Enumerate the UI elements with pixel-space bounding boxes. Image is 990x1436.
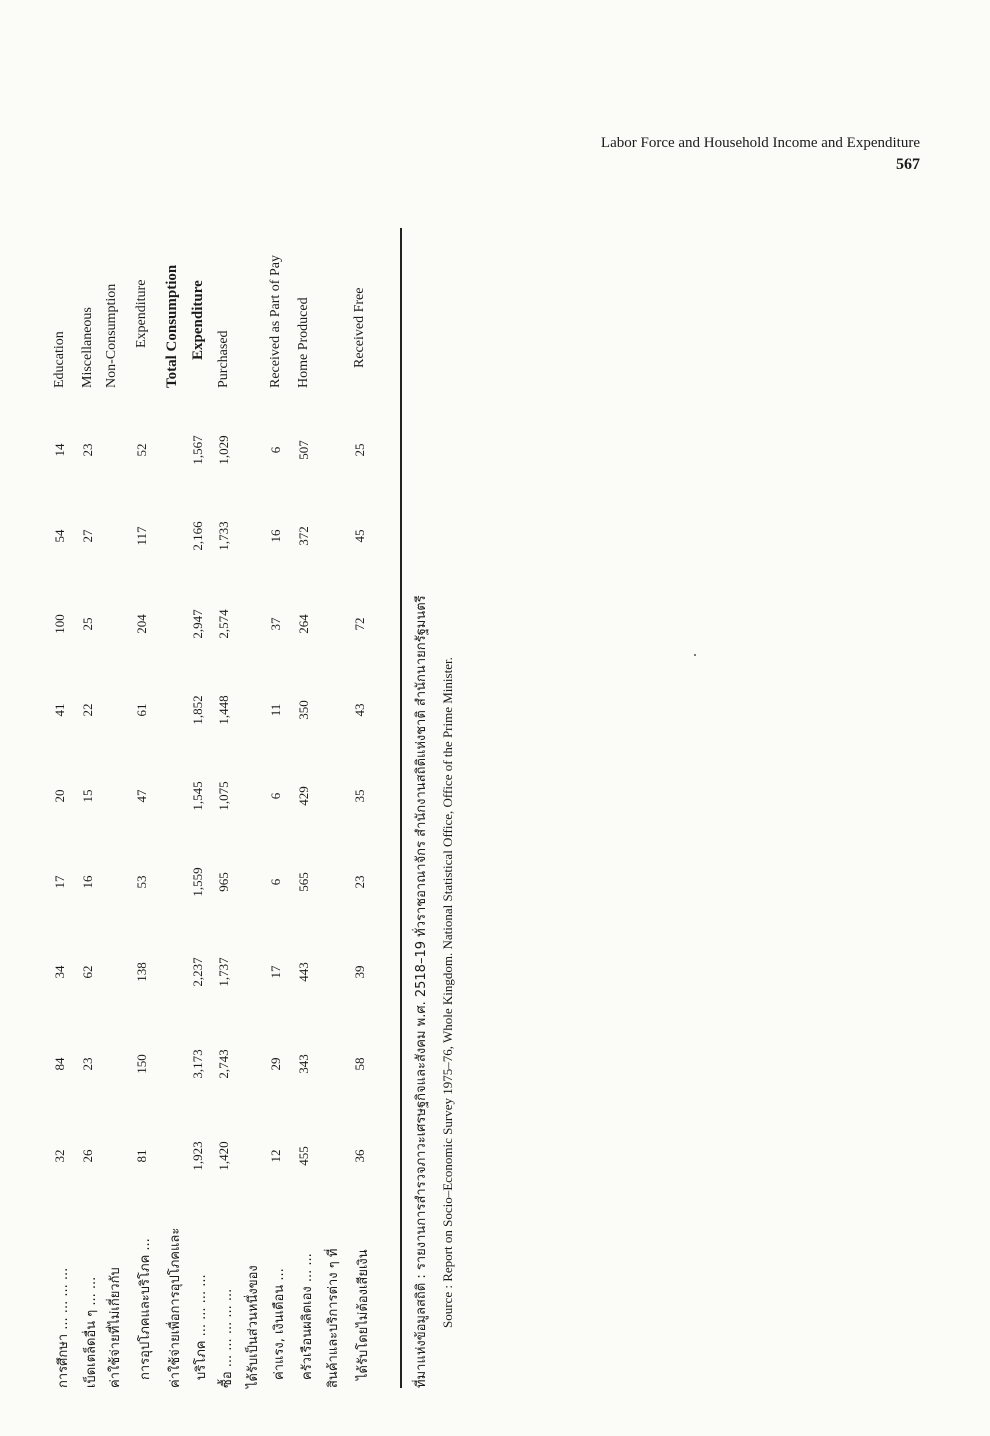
row-label-thai: ค่าใช้จ่ายที่ไม่เกี่ยวกับ [108, 1267, 123, 1388]
page-number: 567 [896, 156, 920, 173]
table-cell: 117 [134, 526, 149, 546]
table-cell: 43 [352, 703, 367, 717]
row-label-thai: การอุปโภคและบริโภค ... [138, 1238, 153, 1380]
table-cell: 372 [296, 526, 311, 546]
table-cell: 35 [352, 789, 367, 803]
rotated-table [40, 168, 480, 1388]
row-label-thai: ได้รับโดยไม่ต้องเสียเงิน [356, 1249, 371, 1380]
table-cell: 455 [296, 1146, 311, 1166]
table-cell: 84 [52, 1057, 67, 1071]
table-cell: 965 [216, 872, 231, 892]
table-cell: 6 [268, 792, 283, 800]
table-cell: 2,237 [190, 957, 205, 987]
table-cell: 1,567 [190, 435, 205, 465]
table-cell: 14 [52, 443, 67, 457]
row-label-thai: บริโภค ... ... ... ... [194, 1274, 209, 1380]
table-cell: 204 [134, 614, 149, 634]
table-cell: 53 [134, 875, 149, 889]
table-cell: 1,559 [190, 867, 205, 897]
table-cell: 343 [296, 1054, 311, 1074]
table-cell: 1,923 [190, 1141, 205, 1171]
row-label-thai: ซื้อ ... ... ... ... ... [220, 1288, 235, 1388]
table-cell: 15 [80, 789, 95, 803]
row-label-english: Non-Consumption [104, 283, 119, 388]
table-cell: 1,075 [216, 781, 231, 811]
table-cell: 52 [134, 443, 149, 457]
table-cell: 29 [268, 1057, 283, 1071]
table-cell: 2,947 [190, 609, 205, 639]
table-cell: 11 [268, 703, 283, 717]
table-cell: 150 [134, 1054, 149, 1074]
row-label-english: Expenditure [190, 280, 206, 360]
table-cell: 2,574 [216, 609, 231, 639]
table-cell: 138 [134, 962, 149, 982]
table-cell: 39 [352, 965, 367, 979]
table-cell: 443 [296, 962, 311, 982]
row-label-english: Total Consumption [164, 264, 180, 388]
table-cell: 1,545 [190, 781, 205, 811]
table-bottom-rule [400, 228, 402, 1388]
table-cell: 3,173 [190, 1049, 205, 1079]
table-cell: 72 [352, 617, 367, 631]
row-label-thai: การศึกษา ... ... ... ... [56, 1267, 71, 1388]
table-cell: 25 [80, 617, 95, 631]
table-cell: 264 [296, 614, 311, 634]
table-cell: 6 [268, 878, 283, 886]
source-english: Source : Report on Socio–Economic Survey 1975–76, Whole Kingdom. National Statistical Office, Office of the Prime Minister. [440, 657, 455, 1328]
table-cell: 34 [52, 965, 67, 979]
table-cell: 32 [52, 1149, 67, 1163]
source-thai: ที่มาแห่งข้อมูลสถิติ : รายงานการสำรวจภาวะเศรษฐกิจและสังคม พ.ศ. 2518–19 ทั่วราชอาณาจักร สำนักงานสถิติแห่งชาติ สำนักนายกรัฐมนตรี [414, 595, 429, 1388]
row-label-english: Received Free [352, 287, 367, 368]
table-cell: 23 [80, 1057, 95, 1071]
table-cell: 1,852 [190, 695, 205, 725]
row-label-thai: ครัวเรือนผลิตเอง ... ... [300, 1253, 315, 1380]
table-cell: 61 [134, 703, 149, 717]
row-label-thai: เบ็ดเตล็ดอื่น ๆ ... ... [84, 1276, 99, 1388]
row-label-english: Home Produced [296, 297, 311, 388]
row-label-thai: สินค้าและบริการต่าง ๆ ที่ [326, 1248, 341, 1388]
table-cell: 37 [268, 617, 283, 631]
table-cell: 507 [296, 440, 311, 460]
table-cell: 12 [268, 1149, 283, 1163]
table-cell: 1,448 [216, 695, 231, 725]
row-label-english: Expenditure [134, 279, 149, 348]
row-label-english: Education [52, 331, 67, 388]
row-label-thai: ค่าใช้จ่ายเพื่อการอุปโภคและ [168, 1227, 183, 1388]
speck [694, 654, 696, 656]
table-cell: 54 [52, 529, 67, 543]
row-label-thai: ค่าแรง, เงินเดือน ... [272, 1268, 287, 1380]
table-cell: 45 [352, 529, 367, 543]
table-cell: 17 [52, 875, 67, 889]
table-cell: 58 [352, 1057, 367, 1071]
table-cell: 6 [268, 446, 283, 454]
table-cell: 429 [296, 786, 311, 806]
row-label-english: Received as Part of Pay [268, 255, 283, 388]
table-cell: 16 [80, 875, 95, 889]
table-cell: 20 [52, 789, 67, 803]
table-cell: 1,733 [216, 521, 231, 551]
table-cell: 1,420 [216, 1141, 231, 1171]
page-header [601, 132, 920, 176]
running-title: Labor Force and Household Income and Expenditure [600, 135, 920, 151]
table-cell: 22 [80, 703, 95, 717]
table-cell: 2,166 [190, 521, 205, 551]
table-cell: 23 [80, 443, 95, 457]
table-cell: 16 [268, 529, 283, 543]
row-label-thai: ได้รับเป็นส่วนหนึ่งของ [246, 1265, 261, 1388]
table-cell: 17 [268, 965, 283, 979]
table-cell: 23 [352, 875, 367, 889]
row-label-english: Miscellaneous [80, 307, 95, 388]
table-cell: 62 [80, 965, 95, 979]
table-cell: 1,737 [216, 957, 231, 987]
table-cell: 1,029 [216, 435, 231, 465]
table-cell: 81 [134, 1149, 149, 1163]
row-label-english: Purchased [216, 330, 231, 388]
table-cell: 350 [296, 700, 311, 720]
table-cell: 100 [52, 614, 67, 634]
table-cell: 41 [52, 703, 67, 717]
table-cell: 565 [296, 872, 311, 892]
table-cell: 47 [134, 789, 149, 803]
table-cell: 25 [352, 443, 367, 457]
table-cell: 27 [80, 529, 95, 543]
table-cell: 2,743 [216, 1049, 231, 1079]
table-cell: 36 [352, 1149, 367, 1163]
table-cell: 26 [80, 1149, 95, 1163]
